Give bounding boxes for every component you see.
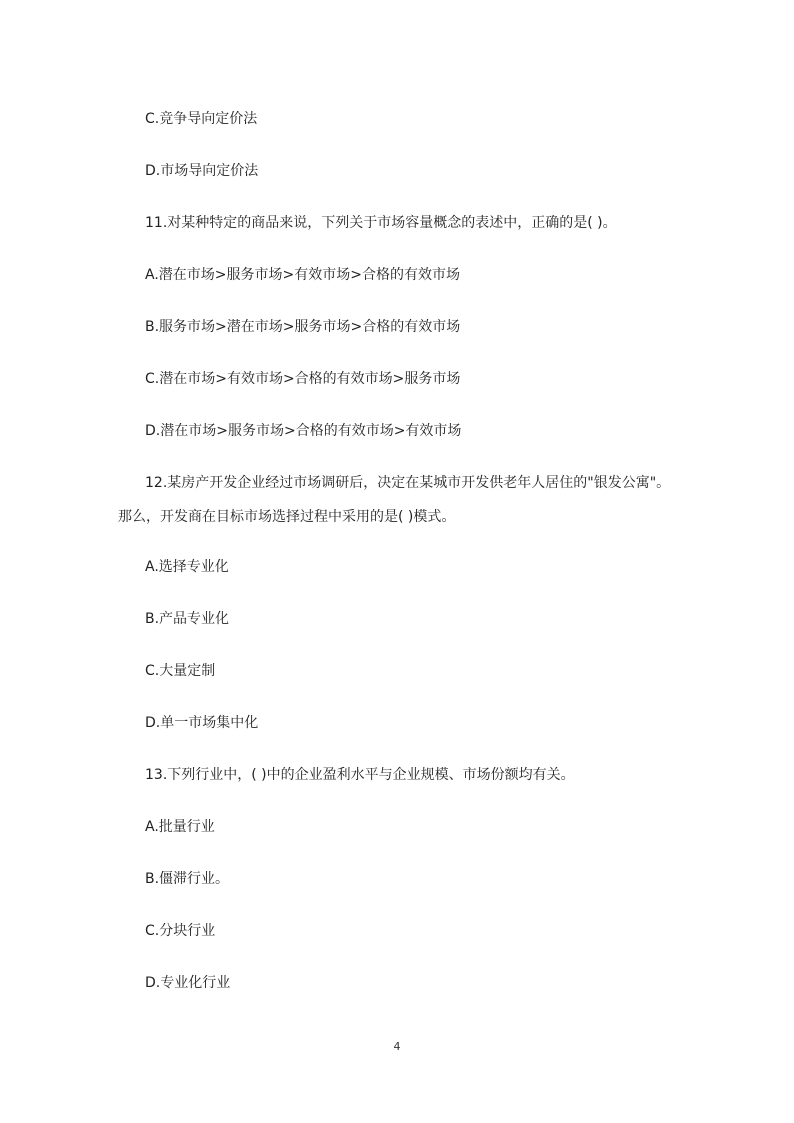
option-c-q10: C.竞争导向定价法 bbox=[145, 111, 258, 127]
question-12-line-2: 那么，开发商在目标市场选择过程中采用的是( )模式。 bbox=[118, 509, 456, 525]
question-13: 13.下列行业中，( )中的企业盈利水平与企业规模、市场份额均有关。 bbox=[145, 767, 575, 783]
option-c-q11: C.潜在市场>有效市场>合格的有效市场>服务市场 bbox=[145, 371, 461, 387]
option-c-q12: C.大量定制 bbox=[145, 663, 216, 679]
option-d-q10: D.市场导向定价法 bbox=[145, 163, 259, 179]
question-11: 11.对某种特定的商品来说，下列关于市场容量概念的表述中，正确的是( )。 bbox=[145, 215, 617, 231]
option-b-q13: B.僵滞行业。 bbox=[145, 871, 230, 887]
option-a-q12: A.选择专业化 bbox=[145, 559, 229, 575]
option-d-q12: D.单一市场集中化 bbox=[145, 715, 259, 731]
option-d-q11: D.潜在市场>服务市场>合格的有效市场>有效市场 bbox=[145, 423, 462, 439]
option-c-q13: C.分块行业 bbox=[145, 923, 216, 939]
page-number: 4 bbox=[393, 1040, 401, 1053]
option-b-q12: B.产品专业化 bbox=[145, 611, 230, 627]
question-12-line-1: 12.某房产开发企业经过市场调研后，决定在某城市开发供老年人居住的"银发公寓"。 bbox=[145, 475, 671, 491]
option-a-q13: A.批量行业 bbox=[145, 819, 215, 835]
option-b-q11: B.服务市场>潜在市场>服务市场>合格的有效市场 bbox=[145, 319, 461, 335]
option-a-q11: A.潜在市场>服务市场>有效市场>合格的有效市场 bbox=[145, 267, 460, 283]
option-d-q13: D.专业化行业 bbox=[145, 975, 231, 991]
